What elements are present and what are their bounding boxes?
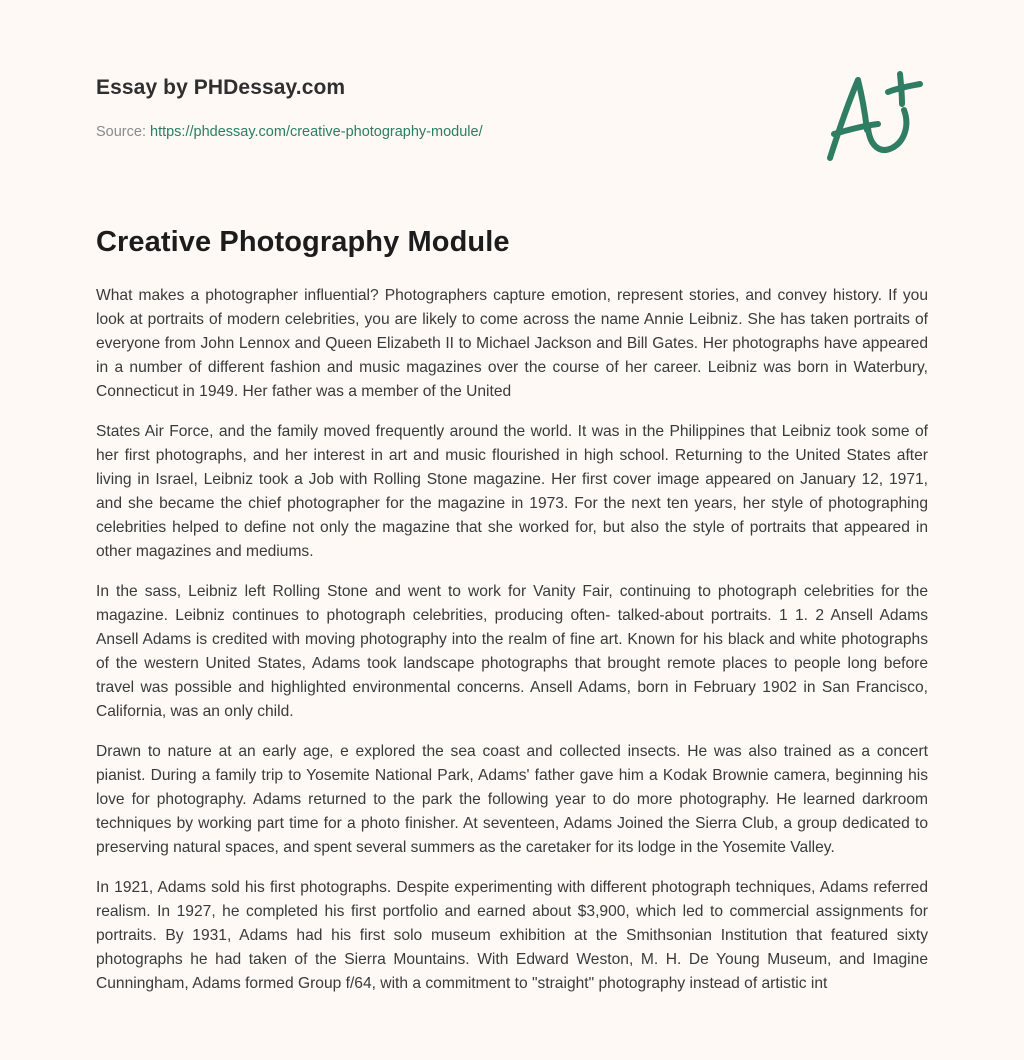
source-link[interactable]: https://phdessay.com/creative-photography-module/ xyxy=(150,124,483,140)
source-line xyxy=(96,124,483,140)
paragraph: What makes a photographer influential? Photographers capture emotion, represent stories, and convey history. If you look at portraits of modern celebrities, you are likely to come across the name Annie Leibniz. She has taken portraits of everyone from John Lennox and Queen Elizabeth II to Michael Jackson and Bill Gates. Her photographs have appeared in a number of different fashion and music magazines over the course of her career. Leibniz was born in Waterbury, Connecticut in 1949. Her father was a member of the United xyxy=(96,287,928,400)
essay-header xyxy=(96,76,936,140)
site-title: Essay by PHDessay.com xyxy=(96,76,346,99)
paragraph: States Air Force, and the family moved frequently around the world. It was in the Philippines that Leibniz took some of her first photographs, and her interest in art and music flourished in high school. Returning to the United States after living in Israel, Leibniz took a Job with Rolling Stone magazine. Her first cover image appeared on January 12, 1971, and she became the chief photographer for the magazine in 1973. For the next ten years, her style of photographing celebrities helped to define not only the magazine that she worked for, but also the style of portraits that appeared in other magazines and mediums. xyxy=(96,423,928,560)
document-title: Creative Photography Module xyxy=(96,226,510,258)
essay-body xyxy=(96,284,928,1012)
paragraph: In the sass, Leibniz left Rolling Stone and went to work for Vanity Fair, continuing to photograph celebrities for the magazine. Leibniz continues to photograph celebrities, producing often- talked-about portraits. 1 1. 2 Ansell Adams Ansell Adams is credited with moving photography into the realm of fine art. Known for his black and white photographs of the western United States, Adams took landscape photographs that brought remote places to people long before travel was possible and highlighted environmental concerns. Ansell Adams, born in February 1902 in San Francisco, California, was an only child. xyxy=(96,583,928,720)
source-label: Source: xyxy=(96,124,150,140)
paragraph: Drawn to nature at an early age, e explored the sea coast and collected insects. He was also trained as a concert pianist. During a family trip to Yosemite National Park, Adams' father gave him a Kodak Brownie camera, beginning his love for photography. Adams returned to the park the following year to do more photography. He learned darkroom techniques by working part time for a photo finisher. At seventeen, Adams Joined the Sierra Club, a group dedicated to preserving natural spaces, and spent several summers as the caretaker for its lodge in the Yosemite Valley. xyxy=(96,743,928,856)
paragraph: In 1921, Adams sold his first photographs. Despite experimenting with different photograph techniques, Adams referred realism. In 1927, he completed his first portfolio and earned about $3,900, which led to commercial assignments for portraits. By 1931, Adams had his first solo museum exhibition at the Smithsonian Institution that featured sixty photographs he had taken of the Sierra Mountains. With Edward Weston, M. H. De Young Museum, and Imagine Cunningham, Adams formed Group f/64, with a commitment to "straight" photography instead of artistic int xyxy=(96,879,928,992)
a-plus-grade-icon xyxy=(820,68,930,168)
